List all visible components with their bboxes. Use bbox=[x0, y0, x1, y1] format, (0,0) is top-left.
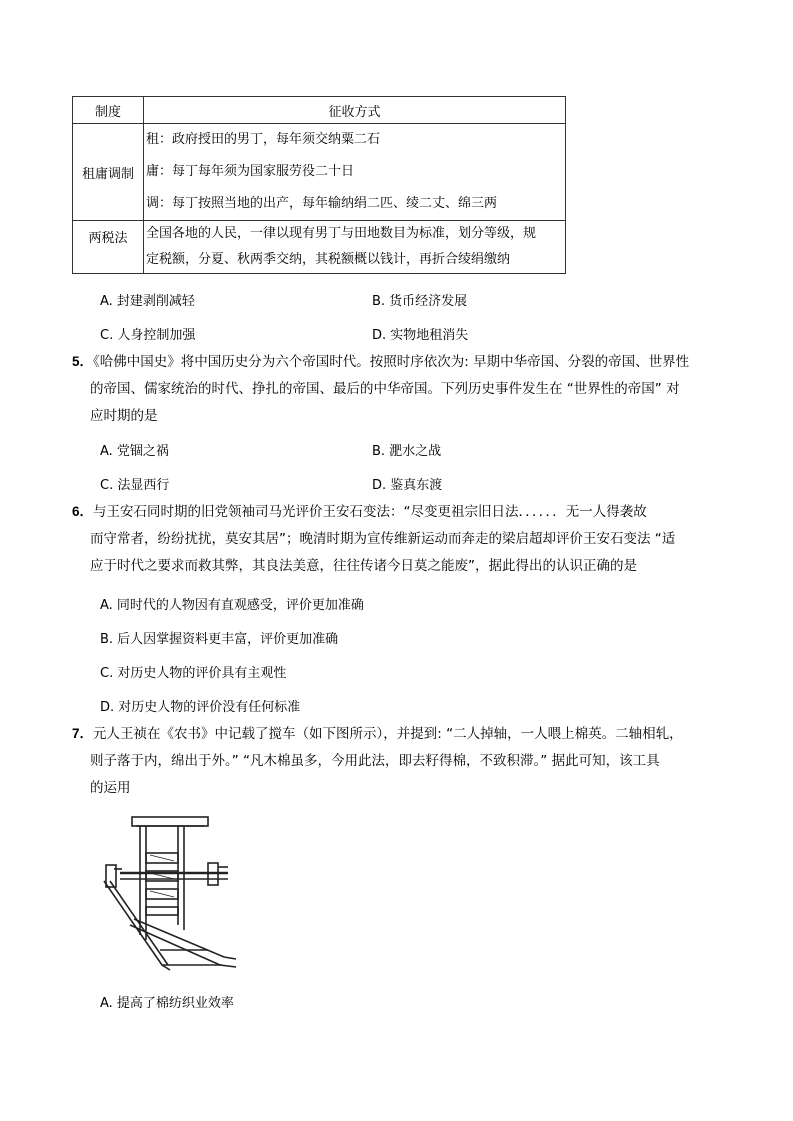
q7-option-a[interactable]: A. 提高了棉纺织业效率 bbox=[100, 996, 234, 1011]
q5-option-a[interactable]: A. 党锢之祸 bbox=[100, 444, 169, 459]
method-line: 租：政府授田的男丁，每年须交纳粟二石 bbox=[146, 132, 381, 147]
question-text-line: 《哈佛中国史》将中国历史分为六个帝国时代。按照时序依次为: 早期中华帝国、分裂的帝国、世界性 bbox=[93, 354, 690, 370]
question-text-line: 元人王祯在《农书》中记载了搅车（如下图所示），并提到: “二人掉轴，一人喂上棉英。二轴相轧， bbox=[93, 726, 683, 742]
method-line: 庸：每丁每年须为国家服劳役二十日 bbox=[146, 164, 355, 179]
question-text-line: 则子落于内，绵出于外。” “凡木棉虽多，今用此法，即去籽得棉，不致积滞。” 据此可知，该工具 bbox=[90, 753, 660, 769]
method-line: 全国各地的人民，一律以现有男丁与田地数目为标准，划分等级，规 bbox=[146, 226, 537, 241]
table-row bbox=[73, 124, 566, 221]
table-header-method: 征收方式 bbox=[144, 97, 566, 124]
question-text-line: 的帝国、儒家统治的时代、挣扎的帝国、最后的中华帝国。下列历史事件发生在 “世界性的帝国” 对 bbox=[90, 381, 680, 397]
question-5 bbox=[72, 348, 722, 430]
table-cell-method bbox=[144, 221, 566, 274]
question-text-line: 应于时代之要求而救其弊，其良法美意，往往传诸今日莫之能废”，据此得出的认识正确的是 bbox=[90, 558, 637, 574]
q6-option-a[interactable]: A. 同时代的人物因有直观感受，评价更加准确 bbox=[100, 598, 364, 613]
question-number: 5． bbox=[72, 354, 94, 369]
q6-option-c[interactable]: C. 对历史人物的评价具有主观性 bbox=[100, 666, 287, 681]
q4-option-d[interactable]: D. 实物地租消失 bbox=[372, 328, 469, 343]
q4-option-c[interactable]: C. 人身控制加强 bbox=[100, 328, 196, 343]
question-number: 7． bbox=[72, 726, 94, 741]
table-cell-system-name: 两税法 bbox=[73, 221, 144, 274]
cotton-gin-drawing-icon bbox=[100, 815, 240, 975]
question-6 bbox=[72, 498, 722, 580]
question-7 bbox=[72, 720, 722, 802]
table-cell-system-name: 租庸调制 bbox=[73, 124, 144, 221]
method-line: 定税额，分夏、秋两季交纳，其税额概以钱计，再折合绫绢缴纳 bbox=[146, 252, 511, 267]
q6-option-d[interactable]: D. 对历史人物的评价没有任何标准 bbox=[100, 700, 301, 715]
q6-option-b[interactable]: B. 后人因掌握资料更丰富，评价更加准确 bbox=[100, 632, 339, 647]
q4-option-b[interactable]: B. 货币经济发展 bbox=[372, 294, 468, 309]
table-header-system: 制度 bbox=[73, 97, 144, 124]
question-text-line: 的运用 bbox=[90, 780, 131, 796]
q5-option-d[interactable]: D. 鉴真东渡 bbox=[372, 478, 443, 493]
table-cell-method bbox=[144, 124, 566, 221]
q5-option-c[interactable]: C. 法显西行 bbox=[100, 478, 170, 493]
question-text-line: 而守常者，纷纷扰扰，莫安其居”；晚清时期为宣传维新运动而奔走的梁启超却评价王安石变法 “适 bbox=[90, 531, 676, 547]
question-number: 6． bbox=[72, 504, 94, 519]
table-header-row bbox=[73, 97, 566, 124]
method-line: 调：每丁按照当地的出产，每年输纳绢二匹、绫二丈、绵三两 bbox=[146, 196, 498, 211]
q4-option-a[interactable]: A. 封建剥削减轻 bbox=[100, 294, 195, 309]
q5-option-b[interactable]: B. 淝水之战 bbox=[372, 444, 442, 459]
question-text-line: 与王安石同时期的旧党领袖司马光评价王安石变法：“尽变更祖宗旧日法．．．．．．无一人得袭故 bbox=[93, 504, 647, 520]
tax-system-table bbox=[72, 96, 566, 274]
table-row bbox=[73, 221, 566, 274]
question-text-line: 应时期的是 bbox=[90, 408, 158, 424]
